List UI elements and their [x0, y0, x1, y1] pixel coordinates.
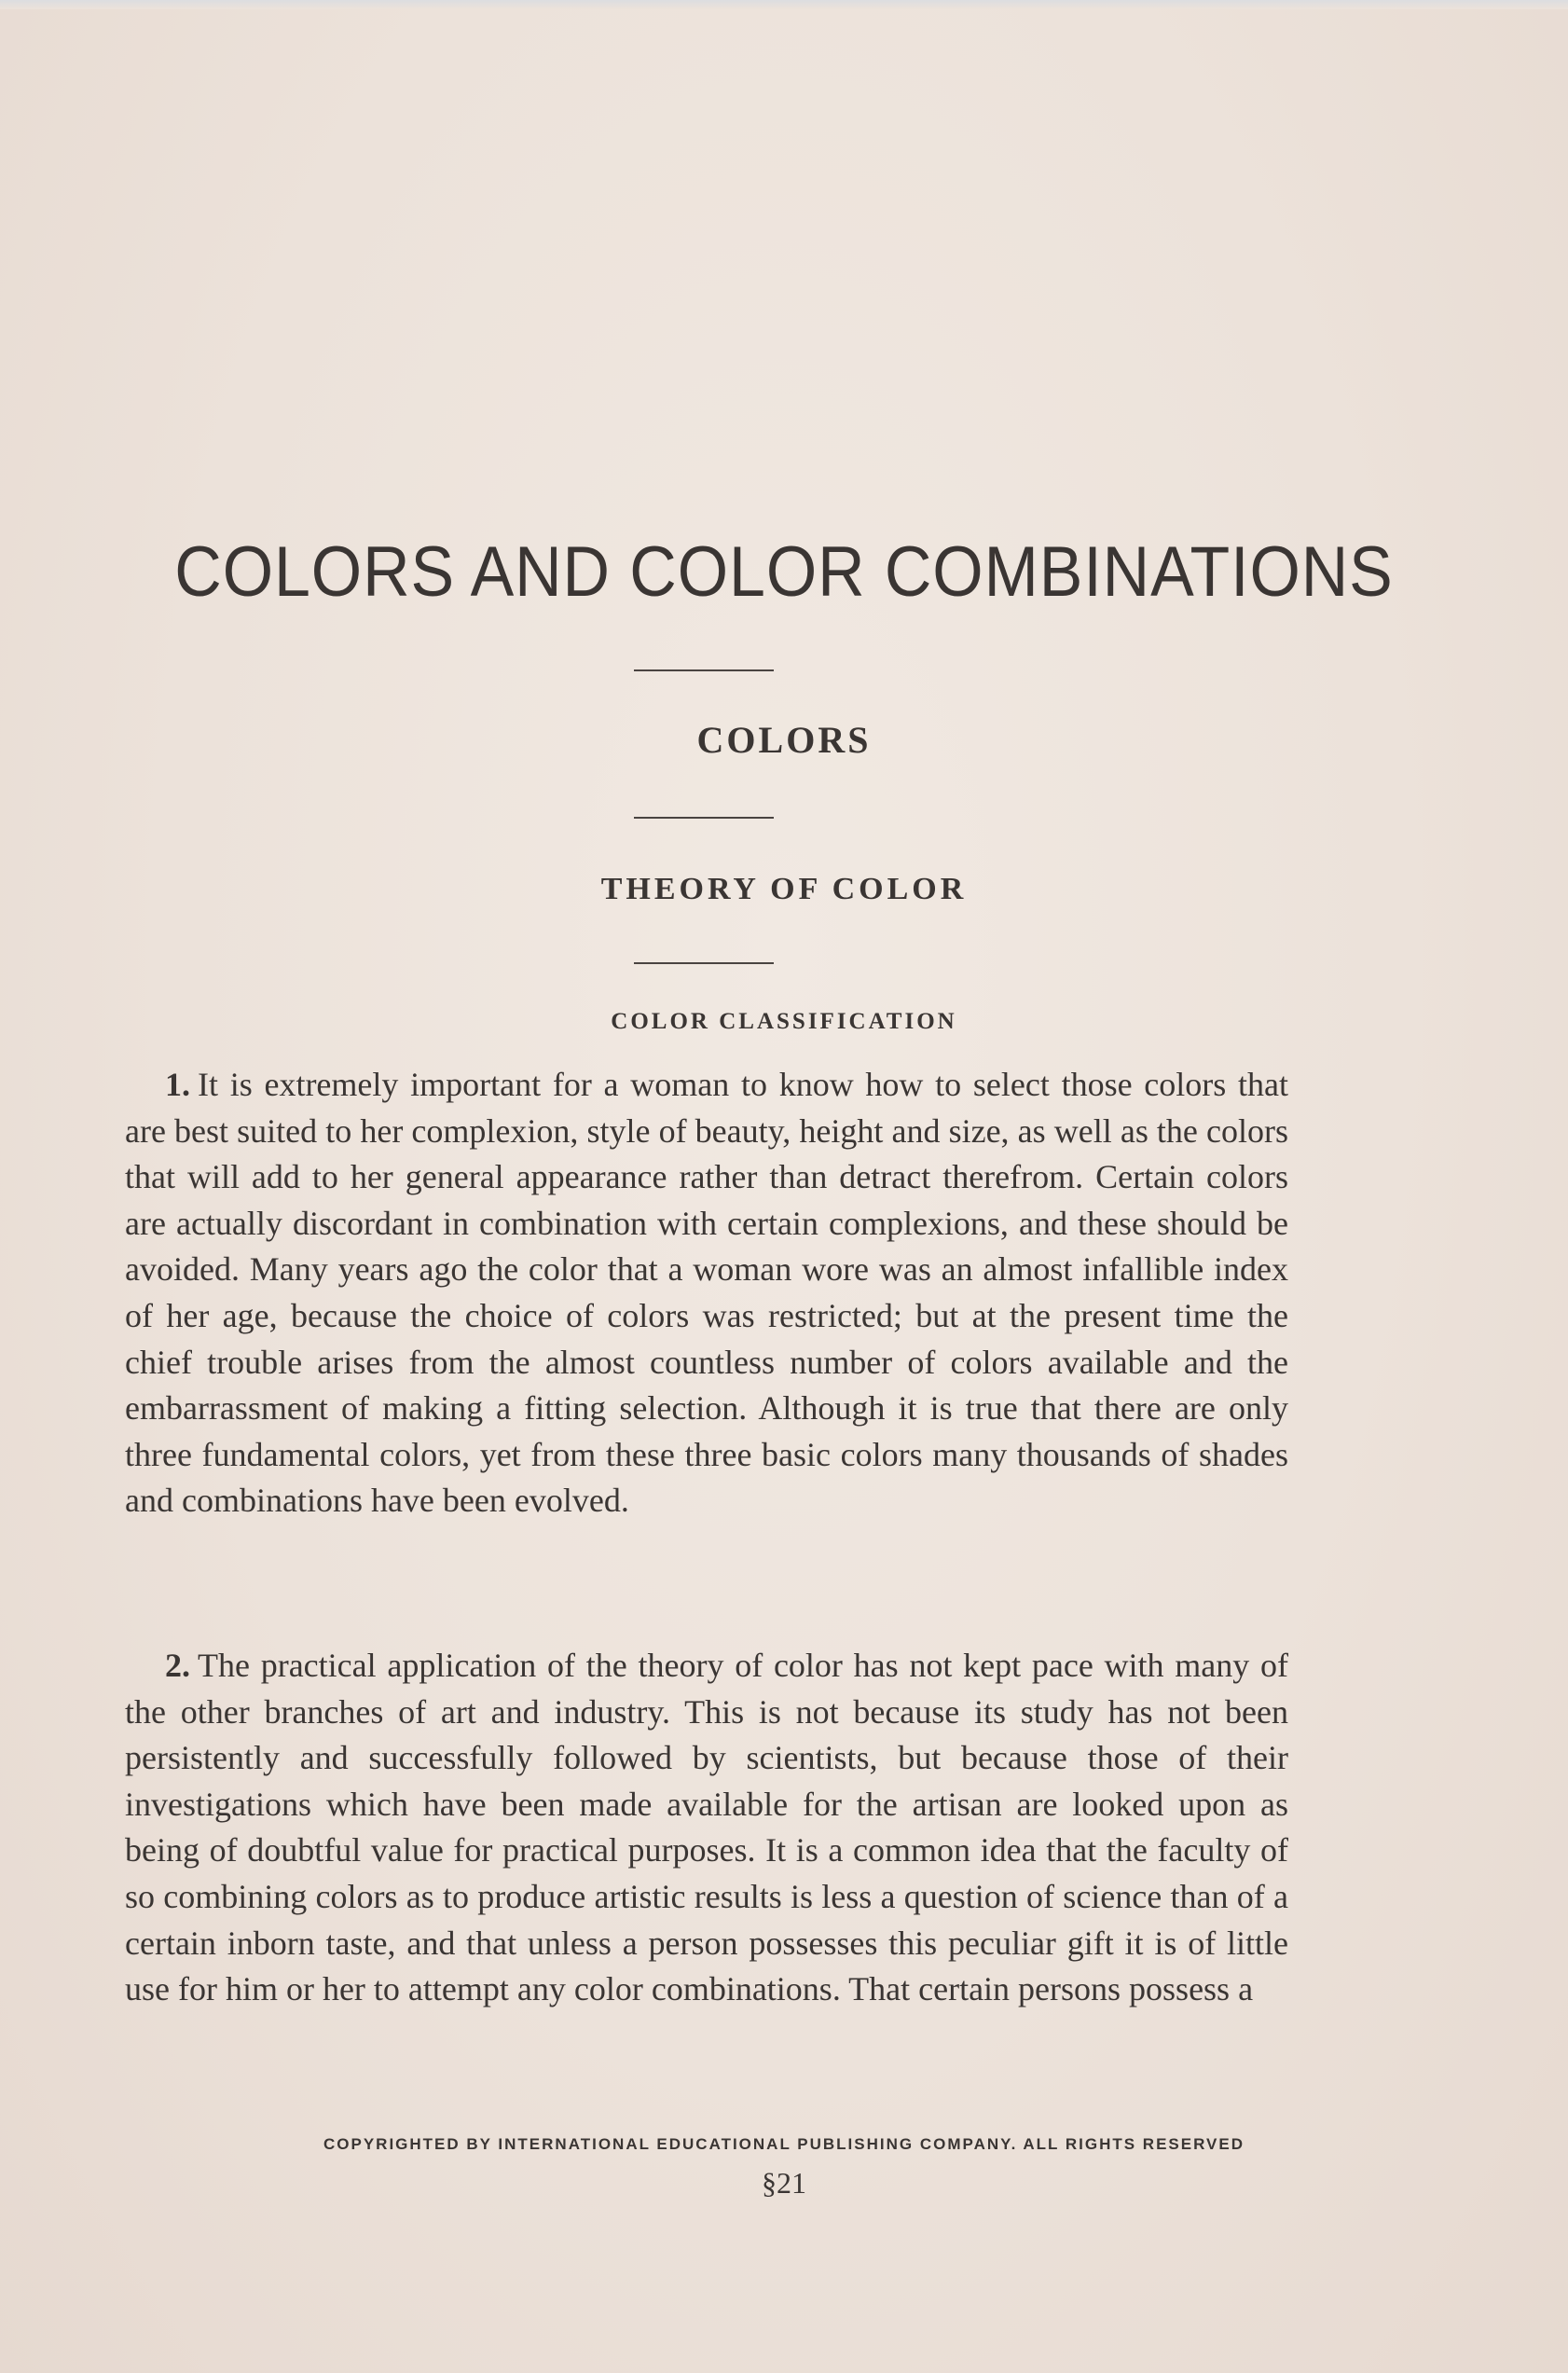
paragraph-2 — [125, 1643, 1288, 2013]
topic-heading: COLOR CLASSIFICATION — [611, 1009, 957, 1034]
page-number: §21 — [762, 2166, 806, 2200]
section-heading: COLORS — [696, 719, 872, 761]
divider-rule — [634, 962, 774, 964]
divider-rule — [634, 669, 774, 671]
paragraph-number: 2. — [165, 1647, 190, 1684]
paragraph-number: 1. — [165, 1066, 190, 1103]
paragraph-text: The practical application of the theory of color has not kept pace with many of the other branches of art and industry. This is not because its study has not been persistently and successfully followed by scientists, but because those of their investigations which have been made available for the artisan are looked upon as being of doubtful value for practical purposes. It is a common idea that the faculty of so combining colors as to produce artistic results is less a question of science than of a certain inborn taste, and that unless a person possesses this peculiar gift it is of little use for him or her to attempt any color combinations. That certain persons possess a — [125, 1647, 1288, 2008]
copyright-notice: COPYRIGHTED BY INTERNATIONAL EDUCATIONAL PUBLISHING COMPANY. ALL RIGHTS RESERVED — [323, 2135, 1245, 2153]
divider-rule — [634, 817, 774, 819]
page-top-edge — [0, 0, 1568, 9]
paragraph-1 — [125, 1062, 1288, 1525]
subsection-heading: THEORY OF COLOR — [600, 872, 968, 906]
paragraph-text: It is extremely important for a woman to know how to select those colors that are best suited to her complexion, style of beauty, height and size, as well as the colors that will add to her general appearance rather than detract therefrom. Certain colors are actually discordant in combination with certain complexions, and these should be avoided. Many years ago the color that a woman wore was an almost infallible index of her age, because the choice of colors was restricted; but at the present time the chief trouble arises from the almost countless number of colors available and the embarrassment of making a fitting selection. Although it is true that there are only three fundamental colors, yet from these three basic colors many thousands of shades and combinations have been evolved. — [125, 1066, 1288, 1520]
document-title: COLORS AND COLOR COMBINATIONS — [174, 532, 1394, 612]
